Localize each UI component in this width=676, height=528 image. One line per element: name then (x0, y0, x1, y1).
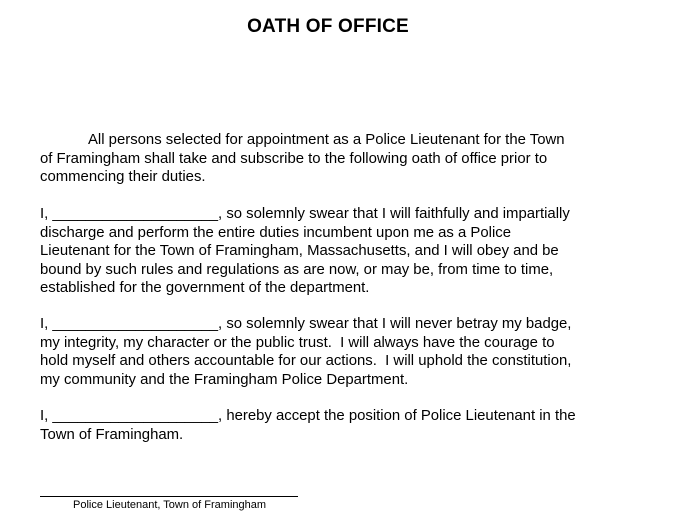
signature-line (40, 496, 298, 497)
signature-caption: Police Lieutenant, Town of Framingham (73, 499, 267, 511)
oath-faithful-line: discharge and perform the entire duties incumbent upon me as a Police (40, 224, 511, 241)
oath-faithful-line: Lieutenant for the Town of Framingham, Massachusetts, and I will obey and be (40, 243, 559, 259)
oath-faithful-paragraph (40, 205, 640, 298)
oath-integrity-line: my community and the Framingham Police Department. (40, 371, 409, 388)
oath-faithful-line: established for the government of the department. (40, 280, 370, 296)
acceptance-line: I, ____________________, hereby accept the position of Police Lieutenant in the (40, 408, 576, 424)
oath-faithful-line: bound by such rules and regulations as are now, or may be, from time to time, (40, 261, 554, 278)
acceptance-paragraph (40, 407, 640, 444)
oath-integrity-paragraph (40, 315, 640, 389)
intro-line: commencing their duties. (40, 169, 206, 185)
intro-line: of Framingham shall take and subscribe to the following oath of office prior to (40, 150, 548, 167)
acceptance-line: Town of Framingham. (40, 426, 184, 443)
intro-paragraph (40, 131, 640, 187)
oath-faithful-line: I, ____________________, so solemnly swear that I will faithfully and impartially (40, 206, 570, 222)
oath-integrity-line: hold myself and others accountable for our actions. I will uphold the constitution, (40, 353, 572, 369)
oath-integrity-line: my integrity, my character or the public trust. I will always have the courage to (40, 334, 555, 351)
document-title: OATH OF OFFICE (247, 16, 409, 37)
oath-integrity-line: I, ____________________, so solemnly swear that I will never betray my badge, (40, 316, 572, 332)
intro-line: All persons selected for appointment as a Police Lieutenant for the Town (88, 132, 565, 148)
